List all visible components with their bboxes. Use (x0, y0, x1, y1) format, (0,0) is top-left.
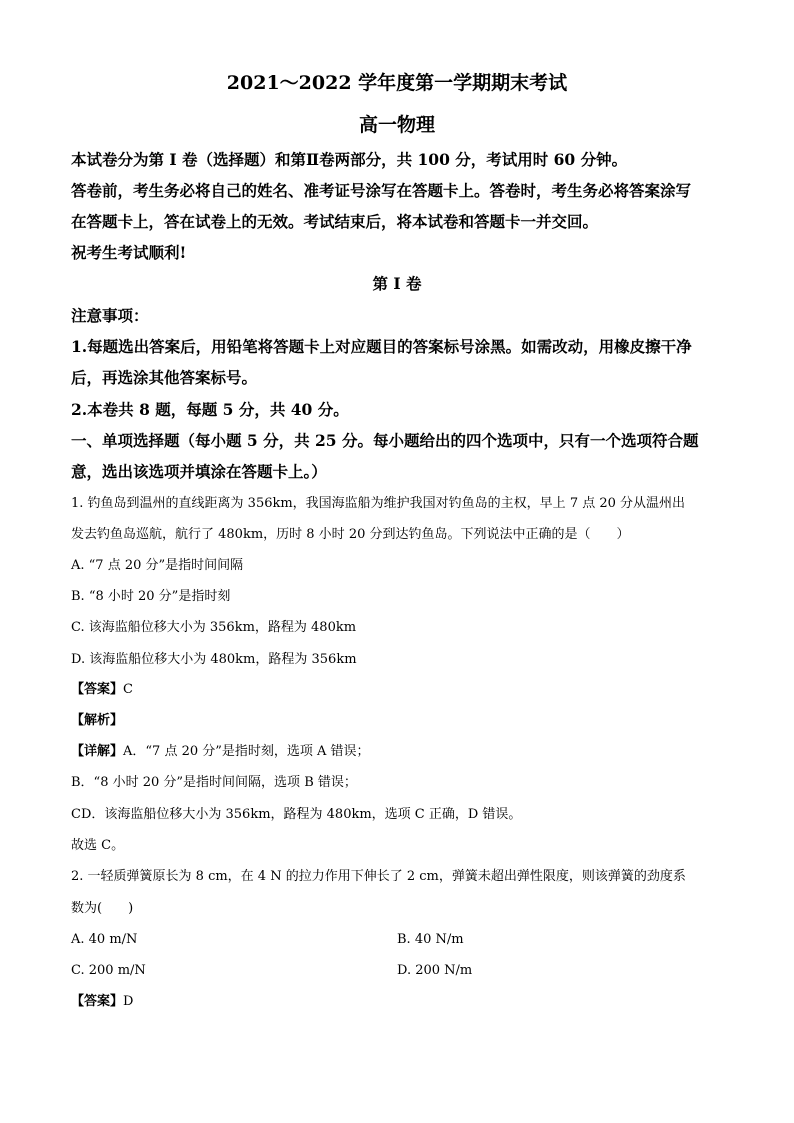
exam-subject: 高一物理 (358, 114, 435, 136)
q1-detail-text-1: A．“7 点 20 分”是指时刻，选项 A 错误； (123, 744, 370, 759)
q2-answer-label: 【答案】 (71, 994, 124, 1009)
q1-answer-value: C (123, 682, 133, 697)
q1-answer-label: 【答案】 (71, 682, 124, 697)
q2-stem-line-2: 数为( ) (71, 901, 134, 916)
q1-conclusion: 故选 C。 (71, 838, 125, 853)
notice-1-line-2: 后，再选涂其他答案标号。 (71, 368, 258, 387)
notice-1-line-1: 1.每题选出答案后，用铅笔将答题卡上对应题目的答案标号涂黑。如需改动，用橡皮擦干净 (71, 337, 692, 356)
q2-option-b: B. 40 N/m (397, 932, 464, 947)
q2-answer-value: D (123, 994, 134, 1009)
q2-stem-line-1: 2. 一轻质弹簧原长为 8 cm，在 4 N 的拉力作用下伸长了 2 cm，弹簧未超出弹性限度，则该弹簧的劲度系 (71, 869, 686, 884)
q1-stem-line-1: 1. 钓鱼岛到温州的直线距离为 356km，我国海监船为维护我国对钓鱼岛的主权，早上 7 点 20 分从温州出 (71, 496, 686, 511)
intro-line-2: 答卷前，考生务必将自己的姓名、准考证号涂写在答题卡上。答卷时，考生务必将答案涂写 (71, 181, 692, 200)
part-heading-line-2: 意，选出该选项并填涂在答题卡上。） (71, 462, 327, 481)
q1-detail-label: 【详解】 (71, 744, 124, 759)
q2-option-c: C. 200 m/N (71, 963, 146, 978)
intro-line-4: 祝考生考试顺利! (71, 243, 187, 262)
q1-detail-line-1 (71, 745, 370, 758)
part-heading-line-1: 一、单项选择题（每小题 5 分，共 25 分。每小题给出的四个选项中，只有一个选项符合题 (71, 431, 699, 450)
intro-line-1: 本试卷分为第 I 卷（选择题）和第Ⅱ卷两部分，共 100 分，考试用时 60 分钟。 (71, 150, 628, 169)
q2-answer (71, 995, 133, 1008)
q1-analysis-label: 【解析】 (71, 713, 124, 728)
q1-detail-line-3: CD．该海监船位移大小为 356km，路程为 480km，选项 C 正确，D 错误。 (71, 807, 522, 822)
exam-title: 2021～2022 学年度第一学期期末考试 (226, 72, 568, 94)
q1-option-c: C. 该海监船位移大小为 356km，路程为 480km (71, 620, 357, 635)
notice-2: 2.本卷共 8 题，每题 5 分，共 40 分。 (71, 400, 349, 419)
q2-option-a: A. 40 m/N (71, 932, 138, 947)
q1-option-d: D. 该海监船位移大小为 480km，路程为 356km (71, 652, 357, 667)
section-title: 第 I 卷 (372, 274, 422, 293)
q1-answer (71, 683, 133, 696)
q1-stem-line-2: 发去钓鱼岛巡航，航行了 480km，历时 8 小时 20 分到达钓鱼岛。下列说法中正确的是（ ） (71, 527, 630, 542)
q2-option-d: D. 200 N/m (397, 963, 473, 978)
notice-heading: 注意事项： (71, 306, 149, 325)
q1-detail-line-2: B．“8 小时 20 分”是指时间间隔，选项 B 错误； (71, 775, 357, 790)
q1-option-b: B. “8 小时 20 分”是指时刻 (71, 589, 231, 604)
intro-line-3: 在答题卡上，答在试卷上的无效。考试结束后，将本试卷和答题卡一并交回。 (71, 212, 599, 231)
q1-option-a: A. “7 点 20 分”是指时间间隔 (71, 558, 244, 573)
